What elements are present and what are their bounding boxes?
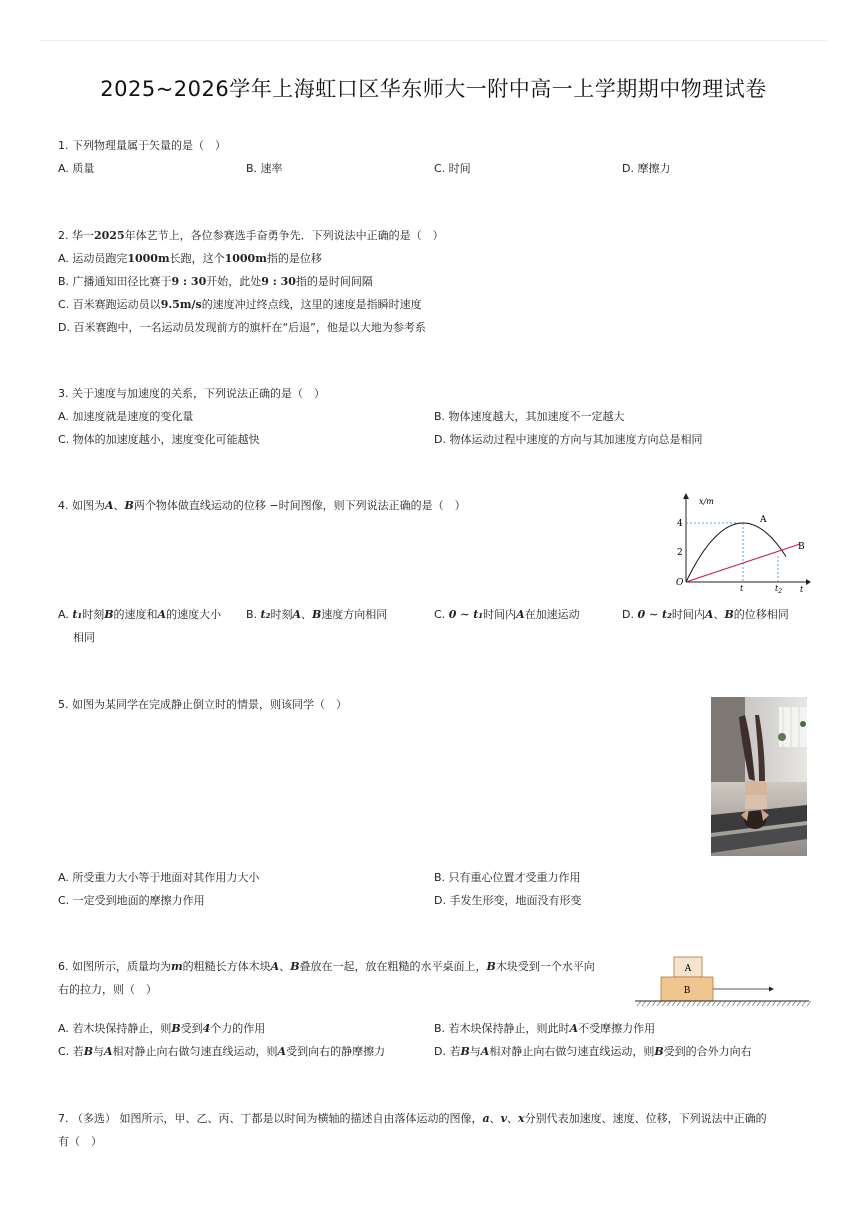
hatch-stroke xyxy=(787,1001,791,1006)
q4-option-d: D. 0 ∼ t₂时间内A、B的位移相同 xyxy=(622,608,789,621)
q5-option-b: B. 只有重心位置才受重力作用 xyxy=(434,871,581,884)
hatch-stroke xyxy=(667,1001,671,1006)
hatch-stroke xyxy=(657,1001,661,1006)
hatch-stroke xyxy=(792,1001,796,1006)
q2-stem: 2. 华一2025年体艺节上，各位参赛选手奋勇争先．下列说法中正确的是（ ） xyxy=(58,229,444,242)
hatch-stroke xyxy=(722,1001,726,1006)
q6-option-b: B. 若木块保持静止，则此时A不受摩擦力作用 xyxy=(434,1022,656,1035)
hatch-stroke xyxy=(647,1001,651,1006)
q1-stem: 1. 下列物理量属于矢量的是（ ） xyxy=(58,139,226,152)
hatch-stroke xyxy=(642,1001,646,1006)
hatch-stroke xyxy=(682,1001,686,1006)
y-tick-4: 4 xyxy=(677,519,683,529)
q1-option-c: C. 时间 xyxy=(434,162,471,175)
hatch-stroke xyxy=(762,1001,766,1006)
hatch-stroke xyxy=(662,1001,666,1006)
q4-option-c: C. 0 ∼ t₁时间内A在加速运动 xyxy=(434,608,580,621)
series-b-label: B xyxy=(798,542,805,552)
hatch-stroke xyxy=(747,1001,751,1006)
series-a-curve xyxy=(686,523,786,582)
hatch-stroke xyxy=(782,1001,786,1006)
block-a-label: A xyxy=(684,964,692,974)
hatch-stroke xyxy=(717,1001,721,1006)
q5-option-a: A. 所受重力大小等于地面对其作用力大小 xyxy=(58,871,260,884)
x-axis-label: t xyxy=(800,585,804,594)
hatch-stroke xyxy=(742,1001,746,1006)
q4-option-a-line2: 相同 xyxy=(73,631,95,644)
hatch-stroke xyxy=(802,1001,806,1006)
origin-label: O xyxy=(676,578,684,588)
t1-tick: t xyxy=(740,584,744,593)
hatch-stroke xyxy=(797,1001,801,1006)
q5-headstand-photo xyxy=(711,697,807,856)
q4-stem: 4. 如图为A、B两个物体做直线运动的位移 −时间图像，则下列说法正确的是（ ） xyxy=(58,499,466,512)
q3-option-d: D. 物体运动过程中速度的方向与其加速度方向总是相同 xyxy=(434,433,703,446)
hatch-stroke xyxy=(732,1001,736,1006)
q2-option-c: C. 百米赛跑运动员以9.5m/s的速度冲过终点线，这里的速度是指瞬时速度 xyxy=(58,298,422,311)
q7-stem-line2: 有（ ） xyxy=(58,1135,102,1148)
q6-stem-line1: 6. 如图所示，质量均为m的粗糙长方体木块A、B叠放在一起，放在粗糙的水平桌面上，B木块受到一个水平向 xyxy=(58,960,595,973)
pull-force-arrow-icon xyxy=(769,987,774,992)
hatch-stroke xyxy=(697,1001,701,1006)
q3-option-a: A. 加速度就是速度的变化量 xyxy=(58,410,194,423)
y-axis-arrow-icon xyxy=(683,493,689,499)
q5-stem: 5. 如图为某同学在完成静止倒立时的情景，则该同学（ ） xyxy=(58,698,347,711)
q4-option-b: B. t₂时刻A、B速度方向相同 xyxy=(246,608,388,621)
q5-option-c: C. 一定受到地面的摩擦力作用 xyxy=(58,894,205,907)
x-axis-arrow-icon xyxy=(806,579,811,585)
q3-option-b: B. 物体速度越大，其加速度不一定越大 xyxy=(434,410,625,423)
q6-option-a: A. 若木块保持静止，则B受到4个力的作用 xyxy=(58,1022,266,1035)
series-a-label: A xyxy=(760,515,767,525)
q3-option-c: C. 物体的加速度越小，速度变化可能越快 xyxy=(58,433,260,446)
q5-option-d: D. 手发生形变，地面没有形变 xyxy=(434,894,582,907)
hatch-stroke xyxy=(707,1001,711,1006)
q2-option-d: D. 百米赛跑中，一名运动员发现前方的旗杆在“后退”，他是以大地为参考系 xyxy=(58,321,426,334)
q6-option-d: D. 若B与A相对静止向右做匀速直线运动，则B受到的合外力向右 xyxy=(434,1045,752,1058)
q6-stem-line2: 右的拉力，则（ ） xyxy=(58,983,157,996)
hatch-stroke xyxy=(702,1001,706,1006)
hatch-stroke xyxy=(757,1001,761,1006)
q2-option-b: B. 广播通知田径比赛于9 : 30开始，此处9 : 30指的是时间间隔 xyxy=(58,275,373,288)
hatch-stroke xyxy=(727,1001,731,1006)
hatch-stroke xyxy=(637,1001,641,1006)
ground-hatching xyxy=(637,1001,811,1006)
q4-option-a: A. t₁时刻B的速度和A的速度大小 xyxy=(58,608,222,621)
t2-tick: $t_2$ xyxy=(775,584,783,594)
hatch-stroke xyxy=(652,1001,656,1006)
hatch-stroke xyxy=(672,1001,676,1006)
hatch-stroke xyxy=(807,1001,811,1006)
q6-option-c: C. 若B与A相对静止向右做匀速直线运动，则A受到向右的静摩擦力 xyxy=(58,1045,386,1058)
hatch-stroke xyxy=(737,1001,741,1006)
block-b-label: B xyxy=(683,986,691,996)
hatch-stroke xyxy=(687,1001,691,1006)
hatch-stroke xyxy=(752,1001,756,1006)
y-tick-2: 2 xyxy=(677,548,683,558)
q1-option-a: A. 质量 xyxy=(58,162,95,175)
hatch-stroke xyxy=(677,1001,681,1006)
hatch-stroke xyxy=(767,1001,771,1006)
hatch-stroke xyxy=(692,1001,696,1006)
q4-xt-graph xyxy=(672,492,812,594)
top-divider xyxy=(40,40,827,41)
q3-stem: 3. 关于速度与加速度的关系，下列说法正确的是（ ） xyxy=(58,387,325,400)
hatch-stroke xyxy=(777,1001,781,1006)
q2-option-a: A. 运动员跑完1000m长跑，这个1000m指的是位移 xyxy=(58,252,322,265)
hatch-stroke xyxy=(712,1001,716,1006)
y-axis-label: x/m xyxy=(699,497,714,506)
q6-blocks-figure xyxy=(633,953,813,1009)
page-title: 2025~2026学年上海虹口区华东师大一附中高一上学期期中物理试卷 xyxy=(100,77,767,101)
q1-option-d: D. 摩擦力 xyxy=(622,162,671,175)
hatch-stroke xyxy=(772,1001,776,1006)
q7-stem-line1: 7. （多选） 如图所示，甲、乙、丙、丁都是以时间为横轴的描述自由落体运动的图像，a、v、x分别代表加速度、速度、位移，下列说法中正确的 xyxy=(58,1112,767,1125)
q1-option-b: B. 速率 xyxy=(246,162,283,175)
